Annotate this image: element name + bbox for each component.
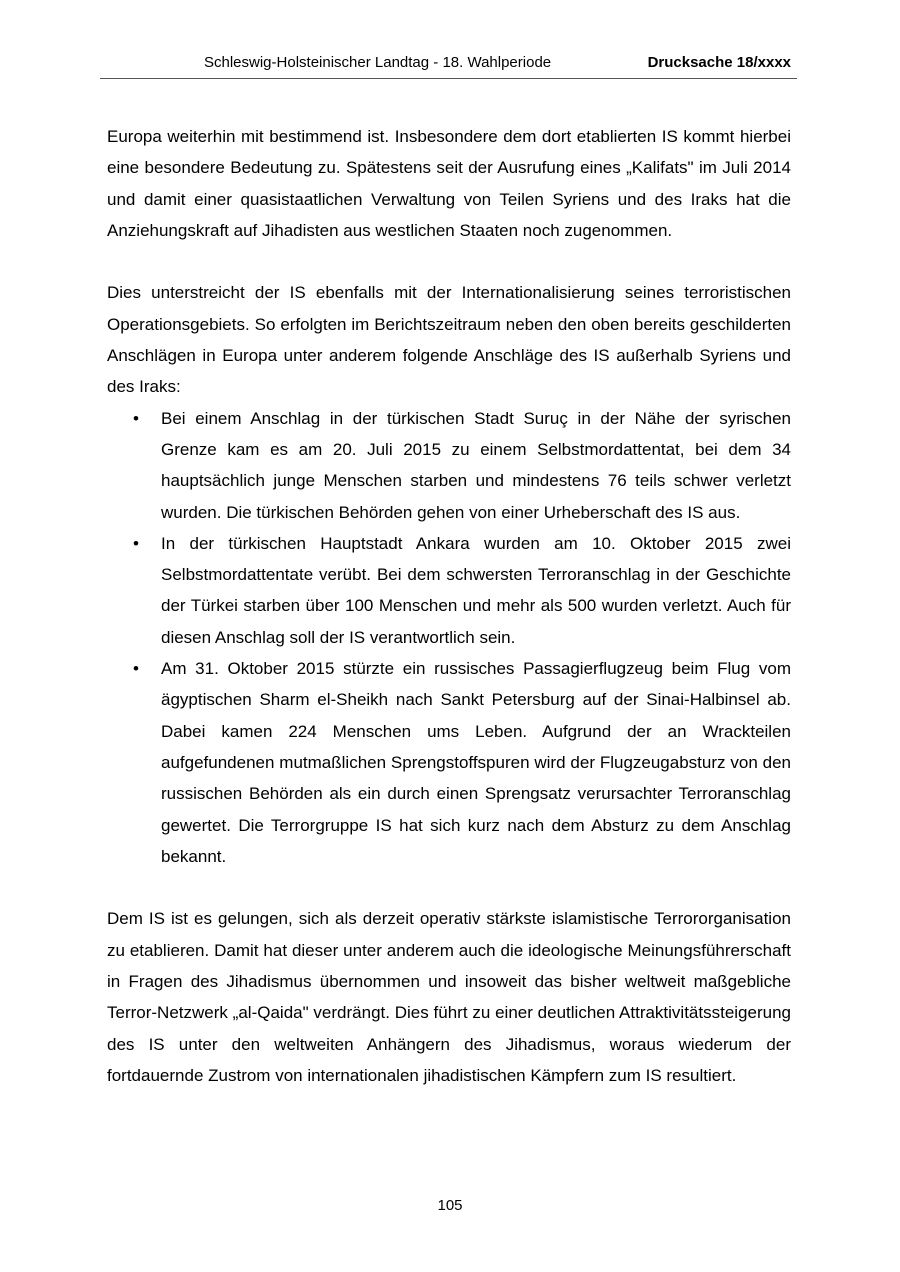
paragraph-spacer — [107, 246, 791, 277]
document-number: Drucksache 18/xxxx — [647, 54, 791, 71]
list-item — [107, 528, 791, 653]
list-item — [107, 653, 791, 872]
paragraph-intro: Europa weiterhin mit bestimmend ist. Insbesondere dem dort etablierten IS kommt hierbei eine besondere Bedeutung zu. Spätestens seit der Ausrufung eines „Kalifats" im Juli 2014 und damit einer quasistaatlichen Verwaltung von Teilen Syriens und des Iraks hat die Anziehungskraft auf Jihadisten aus westlichen Staaten noch zugenommen. — [107, 127, 791, 240]
list-item-text: Am 31. Oktober 2015 stürzte ein russisches Passagierflugzeug beim Flug vom ägyptischen Sharm el-Sheikh nach Sankt Petersburg auf der Sinai-Halbinsel ab. Dabei kamen 224 Menschen ums Leben. Aufgrund der an Wrackteilen aufgefundenen mutmaßlichen Sprengstoffspuren wird der Flugzeugabsturz von den russischen Behörden als ein durch einen Sprengsatz verursachter Terroranschlag gewertet. Die Terrorgruppe IS hat sich kurz nach dem Absturz zu dem Anschlag bekannt. — [161, 659, 791, 866]
bullet-icon: • — [133, 408, 139, 428]
page-header — [100, 48, 797, 79]
paragraph-conclusion: Dem IS ist es gelungen, sich als derzeit operativ stärkste islamistische Terrororganisation zu etablieren. Damit hat dieser unter anderem auch die ideologische Meinungsführerschaft in Fragen des Jihadismus übernommen und insoweit das bisher weltweit maßgebliche Terror-Netzwerk „al-Qaida" verdrängt. Dies führt zu einer deutlichen Attraktivitätssteigerung des IS unter den weltweiten Anhängern des Jihadismus, woraus wiederum der fortdauernde Zustrom von internationalen jihadistischen Kämpfern zum IS resultiert. — [107, 909, 791, 1085]
bullet-icon: • — [133, 659, 139, 679]
header-title: Schleswig-Holsteinischer Landtag - 18. Wahlperiode — [204, 54, 552, 71]
paragraph-internationalisation: Dies unterstreicht der IS ebenfalls mit der Internationalisierung seines terroristischen Operationsgebiets. So erfolgten im Berichtszeitraum neben den oben bereits geschilderten Anschlägen in Europa unter anderem folgende Anschläge des IS außerhalb Syriens und des Iraks: — [107, 283, 791, 397]
bullet-icon: • — [133, 533, 139, 553]
paragraph-spacer — [107, 872, 791, 903]
list-item-text: In der türkischen Hauptstadt Ankara wurden am 10. Oktober 2015 zwei Selbstmordattentate verübt. Bei dem schwersten Terroranschlag in der Geschichte der Türkei starben über 100 Menschen und mehr als 500 wurden verletzt. Auch für diesen Anschlag soll der IS verantwortlich sein. — [161, 533, 791, 647]
document-body — [107, 121, 791, 1091]
page-number: 105 — [437, 1197, 463, 1214]
list-item-text: Bei einem Anschlag in der türkischen Stadt Suruç in der Nähe der syrischen Grenze kam es am 20. Juli 2015 zu einem Selbstmordattentat, bei dem 34 hauptsächlich junge Menschen starben und mindestens 76 teils schwer verletzt wurden. Die türkischen Behörden gehen von einer Urheberschaft des IS aus. — [161, 408, 791, 522]
list-item — [107, 403, 791, 528]
attack-list — [107, 403, 791, 872]
